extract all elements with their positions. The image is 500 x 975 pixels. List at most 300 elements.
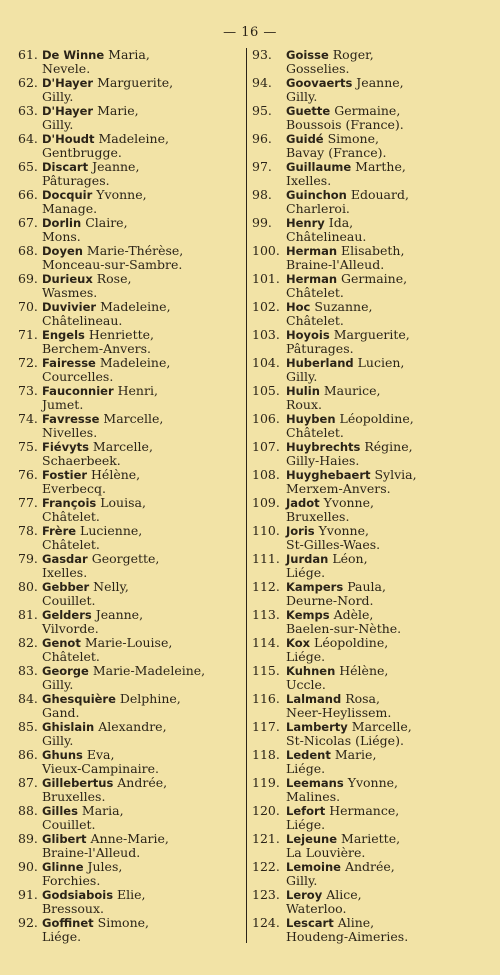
entry-place: Ixelles. — [286, 173, 332, 188]
entry-number: 70. — [18, 299, 38, 314]
entry-text — [42, 328, 243, 356]
entry-number: 113. — [252, 607, 280, 622]
entry-name-line — [286, 132, 497, 146]
entry-first-name: Aline, — [337, 915, 375, 930]
entry-name-line — [42, 412, 243, 426]
entry-text — [42, 496, 243, 524]
entry-surname: Leemans — [286, 776, 344, 790]
entry-number: 91. — [18, 887, 38, 902]
entry-text — [42, 888, 243, 916]
entry-place: St-Nicolas (Liége). — [286, 733, 404, 748]
entry-number: 74. — [18, 411, 38, 426]
entry-place: Uccle. — [286, 677, 326, 692]
entry-first-name: Jeanne, — [92, 159, 140, 174]
entry-place: Gand. — [42, 705, 80, 720]
list-item — [18, 748, 243, 778]
list-item — [252, 776, 497, 806]
list-item — [252, 692, 497, 722]
list-item — [18, 468, 243, 498]
entry-number: 120. — [252, 803, 280, 818]
entry-name-line — [286, 160, 497, 174]
entry-first-name: Elisabeth, — [341, 243, 405, 258]
entry-place: Couillet. — [42, 593, 96, 608]
entry-first-name: Marie, — [334, 747, 377, 762]
list-item — [18, 76, 243, 106]
entry-surname: Hulin — [286, 384, 320, 398]
entry-name-line — [286, 804, 497, 818]
entry-place: Nevele. — [42, 61, 91, 76]
entry-surname: Guidé — [286, 132, 324, 146]
entry-text — [286, 916, 497, 944]
entry-text — [286, 412, 497, 440]
entry-name-line — [286, 608, 497, 622]
list-item — [252, 832, 497, 862]
entry-first-name: Adèle, — [333, 607, 374, 622]
entry-name-line — [42, 608, 243, 622]
entry-name-line — [286, 748, 497, 762]
entry-surname: Jurdan — [286, 552, 329, 566]
entry-text — [286, 832, 497, 860]
entry-first-name: Andrée, — [344, 859, 395, 874]
entry-text — [42, 244, 243, 272]
entry-number: 71. — [18, 327, 38, 342]
entry-surname: Huybrechts — [286, 440, 361, 454]
entry-text — [286, 76, 497, 104]
list-item — [18, 860, 243, 890]
entry-name-line — [42, 552, 243, 566]
entry-surname: Durieux — [42, 272, 93, 286]
entry-number: 106. — [252, 411, 280, 426]
entry-first-name: Edouard, — [350, 187, 409, 202]
entry-name-line — [286, 244, 497, 258]
entry-first-name: Germaine, — [334, 103, 401, 118]
entry-text — [286, 692, 497, 720]
list-item — [18, 356, 243, 386]
entry-place: Gilly-Haies. — [286, 453, 360, 468]
entry-surname: Ghuns — [42, 748, 83, 762]
entry-first-name: Léopoldine, — [339, 411, 414, 426]
entry-surname: Lescart — [286, 916, 334, 930]
entry-text — [42, 804, 243, 832]
entry-text — [42, 608, 243, 636]
list-item — [18, 524, 243, 554]
entry-number: 81. — [18, 607, 38, 622]
entry-number: 76. — [18, 467, 38, 482]
entry-first-name: Georgette, — [91, 551, 160, 566]
entry-name-line — [42, 216, 243, 230]
entry-number: 109. — [252, 495, 280, 510]
entry-number: 64. — [18, 131, 38, 146]
entry-number: 108. — [252, 467, 280, 482]
entry-text — [286, 48, 497, 76]
entry-place: Gilly. — [42, 117, 74, 132]
entry-surname: Jadot — [286, 496, 320, 510]
entry-name-line — [42, 664, 243, 678]
entry-surname: Glibert — [42, 832, 87, 846]
entry-surname: Engels — [42, 328, 85, 342]
entry-first-name: Marcelle, — [103, 411, 164, 426]
entry-number: 104. — [252, 355, 280, 370]
entry-number: 118. — [252, 747, 280, 762]
entry-text — [42, 552, 243, 580]
entry-number: 92. — [18, 915, 38, 930]
entry-surname: D'Houdt — [42, 132, 95, 146]
entry-text — [42, 692, 243, 720]
entry-first-name: Sylvia, — [374, 467, 417, 482]
entry-surname: Ghislain — [42, 720, 95, 734]
entry-surname: Lefort — [286, 804, 326, 818]
entry-number: 93. — [252, 47, 272, 62]
entry-first-name: Yvonne, — [318, 523, 369, 538]
entry-first-name: Marie-Louise, — [84, 635, 173, 650]
list-item — [18, 300, 243, 330]
entry-text — [42, 132, 243, 160]
entry-place: Gilly. — [286, 89, 318, 104]
entry-text — [286, 804, 497, 832]
entry-first-name: Alexandre, — [98, 719, 167, 734]
entry-number: 61. — [18, 47, 38, 62]
entry-number: 88. — [18, 803, 38, 818]
entry-place: Schaerbeek. — [42, 453, 121, 468]
entry-text — [286, 580, 497, 608]
entry-surname: Huyghebaert — [286, 468, 371, 482]
list-item — [18, 804, 243, 834]
list-item — [252, 580, 497, 610]
entry-place: Vilvorde. — [42, 621, 99, 636]
entry-text — [42, 664, 243, 692]
entry-place: Everbecq. — [42, 481, 106, 496]
entry-place: Châtelet. — [42, 509, 100, 524]
entry-place: Gosselies. — [286, 61, 350, 76]
list-item — [18, 216, 243, 246]
entry-text — [42, 104, 243, 132]
entry-place: Houdeng-Aimeries. — [286, 929, 409, 944]
entry-first-name: Yvonne, — [96, 187, 147, 202]
entry-first-name: Jeanne, — [356, 75, 404, 90]
entry-name-line — [42, 804, 243, 818]
entry-place: Châtelineau. — [286, 229, 367, 244]
entry-surname: Huyben — [286, 412, 336, 426]
entry-text — [42, 580, 243, 608]
entry-place: Gilly. — [286, 873, 318, 888]
entry-surname: Guette — [286, 104, 331, 118]
entry-place: Gilly. — [42, 733, 74, 748]
entry-number: 73. — [18, 383, 38, 398]
entry-surname: Gillebertus — [42, 776, 114, 790]
entry-name-line — [286, 356, 497, 370]
entry-surname: Goovaerts — [286, 76, 353, 90]
entry-number: 67. — [18, 215, 38, 230]
entry-text — [42, 832, 243, 860]
entry-surname: Gebber — [42, 580, 90, 594]
entry-place: Gilly. — [42, 89, 74, 104]
entry-text — [42, 300, 243, 328]
list-item — [252, 76, 497, 106]
entry-name-line — [42, 776, 243, 790]
list-item — [252, 916, 497, 946]
entry-place: Châtelet. — [42, 649, 100, 664]
entry-place: Châtelineau. — [42, 313, 123, 328]
entry-surname: Hoyois — [286, 328, 330, 342]
entry-text — [42, 860, 243, 888]
entry-first-name: Marguerite, — [333, 327, 410, 342]
entry-surname: Ledent — [286, 748, 331, 762]
entry-surname: Godsiabois — [42, 888, 114, 902]
entry-text — [42, 916, 243, 944]
entry-place: Châtelet. — [42, 537, 100, 552]
entry-first-name: Marie-Thérèse, — [86, 243, 184, 258]
entry-name-line — [42, 104, 243, 118]
entry-place: Liége. — [42, 929, 82, 944]
entry-number: 112. — [252, 579, 280, 594]
entry-name-line — [42, 496, 243, 510]
entry-surname: Glinne — [42, 860, 84, 874]
entry-name-line — [286, 860, 497, 874]
list-item — [252, 188, 497, 218]
entry-number: 84. — [18, 691, 38, 706]
entry-first-name: Elie, — [117, 887, 146, 902]
entry-name-line — [286, 328, 497, 342]
entry-surname: Gasdar — [42, 552, 88, 566]
entry-first-name: Marcelle, — [351, 719, 412, 734]
entry-number: 116. — [252, 691, 280, 706]
entry-place: Braine-l'Alleud. — [42, 845, 141, 860]
entry-place: Malines. — [286, 789, 341, 804]
entry-name-line — [286, 776, 497, 790]
list-item — [252, 440, 497, 470]
entry-name-line — [42, 888, 243, 902]
entry-first-name: Nelly, — [93, 579, 129, 594]
entry-surname: Henry — [286, 216, 325, 230]
entry-number: 101. — [252, 271, 280, 286]
entry-first-name: Anne-Marie, — [90, 831, 169, 846]
entry-text — [42, 776, 243, 804]
entry-surname: Favresse — [42, 412, 100, 426]
entry-place: Bruxelles. — [286, 509, 350, 524]
entry-number: 115. — [252, 663, 280, 678]
entry-text — [42, 748, 243, 776]
entry-first-name: Andrée, — [117, 775, 168, 790]
entry-text — [42, 216, 243, 244]
entry-number: 75. — [18, 439, 38, 454]
entry-text — [286, 468, 497, 496]
entry-surname: Dorlin — [42, 216, 82, 230]
entry-name-line — [42, 244, 243, 258]
entry-surname: Fairesse — [42, 356, 96, 370]
entry-place: Nivelles. — [42, 425, 98, 440]
entry-first-name: Rose, — [96, 271, 132, 286]
entry-number: 119. — [252, 775, 280, 790]
entry-number: 90. — [18, 859, 38, 874]
entry-number: 78. — [18, 523, 38, 538]
entry-place: Wasmes. — [42, 285, 98, 300]
entry-number: 103. — [252, 327, 280, 342]
entry-place: Liége. — [286, 817, 326, 832]
list-item — [252, 48, 497, 78]
list-item — [18, 776, 243, 806]
column-divider — [246, 48, 247, 943]
entry-name-line — [286, 720, 497, 734]
entry-surname: Ghesquière — [42, 692, 116, 706]
entry-first-name: Marguerite, — [97, 75, 174, 90]
entry-first-name: Madeleine, — [98, 131, 169, 146]
entry-name-line — [286, 76, 497, 90]
entry-surname: Genot — [42, 636, 81, 650]
entry-first-name: Rosa, — [345, 691, 380, 706]
list-item — [18, 664, 243, 694]
entry-surname: Herman — [286, 244, 338, 258]
entry-name-line — [286, 440, 497, 454]
list-item — [18, 160, 243, 190]
entry-number: 66. — [18, 187, 38, 202]
entry-text — [42, 636, 243, 664]
entry-place: Jumet. — [42, 397, 84, 412]
entry-place: Baelen-sur-Nèthe. — [286, 621, 402, 636]
entry-place: Gentbrugge. — [42, 145, 122, 160]
entry-text — [42, 272, 243, 300]
entry-number: 111. — [252, 551, 280, 566]
entry-name-line — [42, 356, 243, 370]
entry-number: 122. — [252, 859, 280, 874]
list-item — [252, 132, 497, 162]
entry-text — [286, 160, 497, 188]
entry-surname: Fostier — [42, 468, 88, 482]
entry-name-line — [42, 916, 243, 930]
entry-number: 96. — [252, 131, 272, 146]
entry-surname: Kampers — [286, 580, 344, 594]
entry-place: Liége. — [286, 761, 326, 776]
entry-surname: George — [42, 664, 89, 678]
entry-first-name: Marie, — [97, 103, 139, 118]
entry-text — [286, 860, 497, 888]
entry-first-name: Delphine, — [119, 691, 181, 706]
entry-name-line — [286, 692, 497, 706]
entry-name-line — [42, 272, 243, 286]
list-item — [18, 916, 243, 946]
entry-number: 87. — [18, 775, 38, 790]
entry-name-line — [42, 860, 243, 874]
entry-first-name: Yvonne, — [347, 775, 398, 790]
list-item — [18, 720, 243, 750]
list-item — [18, 832, 243, 862]
entry-text — [42, 384, 243, 412]
entry-number: 89. — [18, 831, 38, 846]
entry-place: Gilly. — [42, 677, 74, 692]
entry-text — [286, 272, 497, 300]
entry-number: 85. — [18, 719, 38, 734]
entry-text — [42, 160, 243, 188]
entry-place: Vieux-Campinaire. — [42, 761, 160, 776]
entry-name-line — [42, 132, 243, 146]
entry-number: 117. — [252, 719, 280, 734]
entry-surname: François — [42, 496, 97, 510]
entry-place: Bressoux. — [42, 901, 104, 916]
entry-surname: Frère — [42, 524, 77, 538]
entry-surname: De Winne — [42, 48, 105, 62]
entry-place: Roux. — [286, 397, 323, 412]
entry-name-line — [286, 412, 497, 426]
entry-text — [286, 132, 497, 160]
list-item — [252, 272, 497, 302]
entry-name-line — [286, 916, 497, 930]
list-item — [252, 720, 497, 750]
list-item — [18, 328, 243, 358]
entry-first-name: Henriette, — [88, 327, 154, 342]
entry-name-line — [42, 468, 243, 482]
entry-first-name: Louisa, — [100, 495, 146, 510]
entry-place: Manage. — [42, 201, 98, 216]
entry-surname: D'Hayer — [42, 104, 94, 118]
entry-name-line — [42, 300, 243, 314]
entry-number: 114. — [252, 635, 280, 650]
entry-text — [286, 776, 497, 804]
list-item — [18, 412, 243, 442]
entry-text — [42, 48, 243, 76]
entry-number: 97. — [252, 159, 272, 174]
list-item — [252, 468, 497, 498]
entry-text — [286, 328, 497, 356]
entry-text — [286, 664, 497, 692]
entry-surname: Lejeune — [286, 832, 338, 846]
list-item — [252, 552, 497, 582]
entry-first-name: Lucienne, — [80, 523, 143, 538]
list-item — [18, 272, 243, 302]
entry-first-name: Suzanne, — [314, 299, 373, 314]
entry-first-name: Marie-Madeleine, — [92, 663, 206, 678]
entry-place: Bruxelles. — [42, 789, 106, 804]
entry-first-name: Régine, — [364, 439, 413, 454]
entry-first-name: Madeleine, — [100, 299, 171, 314]
entry-number: 79. — [18, 551, 38, 566]
entry-place: Châtelet. — [286, 285, 344, 300]
entry-text — [42, 524, 243, 552]
entry-first-name: Alice, — [326, 887, 362, 902]
list-item — [252, 300, 497, 330]
entry-name-line — [42, 188, 243, 202]
entry-text — [42, 720, 243, 748]
entry-name-line — [286, 580, 497, 594]
list-item — [18, 440, 243, 470]
entry-text — [286, 748, 497, 776]
entry-place: Pâturages. — [42, 173, 110, 188]
entry-surname: Gilles — [42, 804, 78, 818]
entry-place: Deurne-Nord. — [286, 593, 374, 608]
list-item — [252, 804, 497, 834]
entry-first-name: Maria, — [81, 803, 124, 818]
list-item — [252, 748, 497, 778]
entry-name-line — [42, 720, 243, 734]
list-item — [18, 608, 243, 638]
entry-first-name: Ida, — [328, 215, 354, 230]
list-item — [252, 328, 497, 358]
entry-name-line — [286, 272, 497, 286]
entry-first-name: Jeanne, — [95, 607, 144, 622]
entry-name-line — [286, 636, 497, 650]
entry-first-name: Lucien, — [357, 355, 405, 370]
entry-place: Gilly. — [286, 369, 318, 384]
entry-text — [286, 552, 497, 580]
entry-first-name: Léon, — [332, 551, 368, 566]
entry-place: Pâturages. — [286, 341, 354, 356]
list-item — [252, 104, 497, 134]
entry-name-line — [286, 524, 497, 538]
entry-number: 110. — [252, 523, 280, 538]
entry-surname: Doyen — [42, 244, 83, 258]
entry-first-name: Jules, — [87, 859, 123, 874]
entry-number: 94. — [252, 75, 272, 90]
list-item — [18, 188, 243, 218]
entry-number: 107. — [252, 439, 280, 454]
